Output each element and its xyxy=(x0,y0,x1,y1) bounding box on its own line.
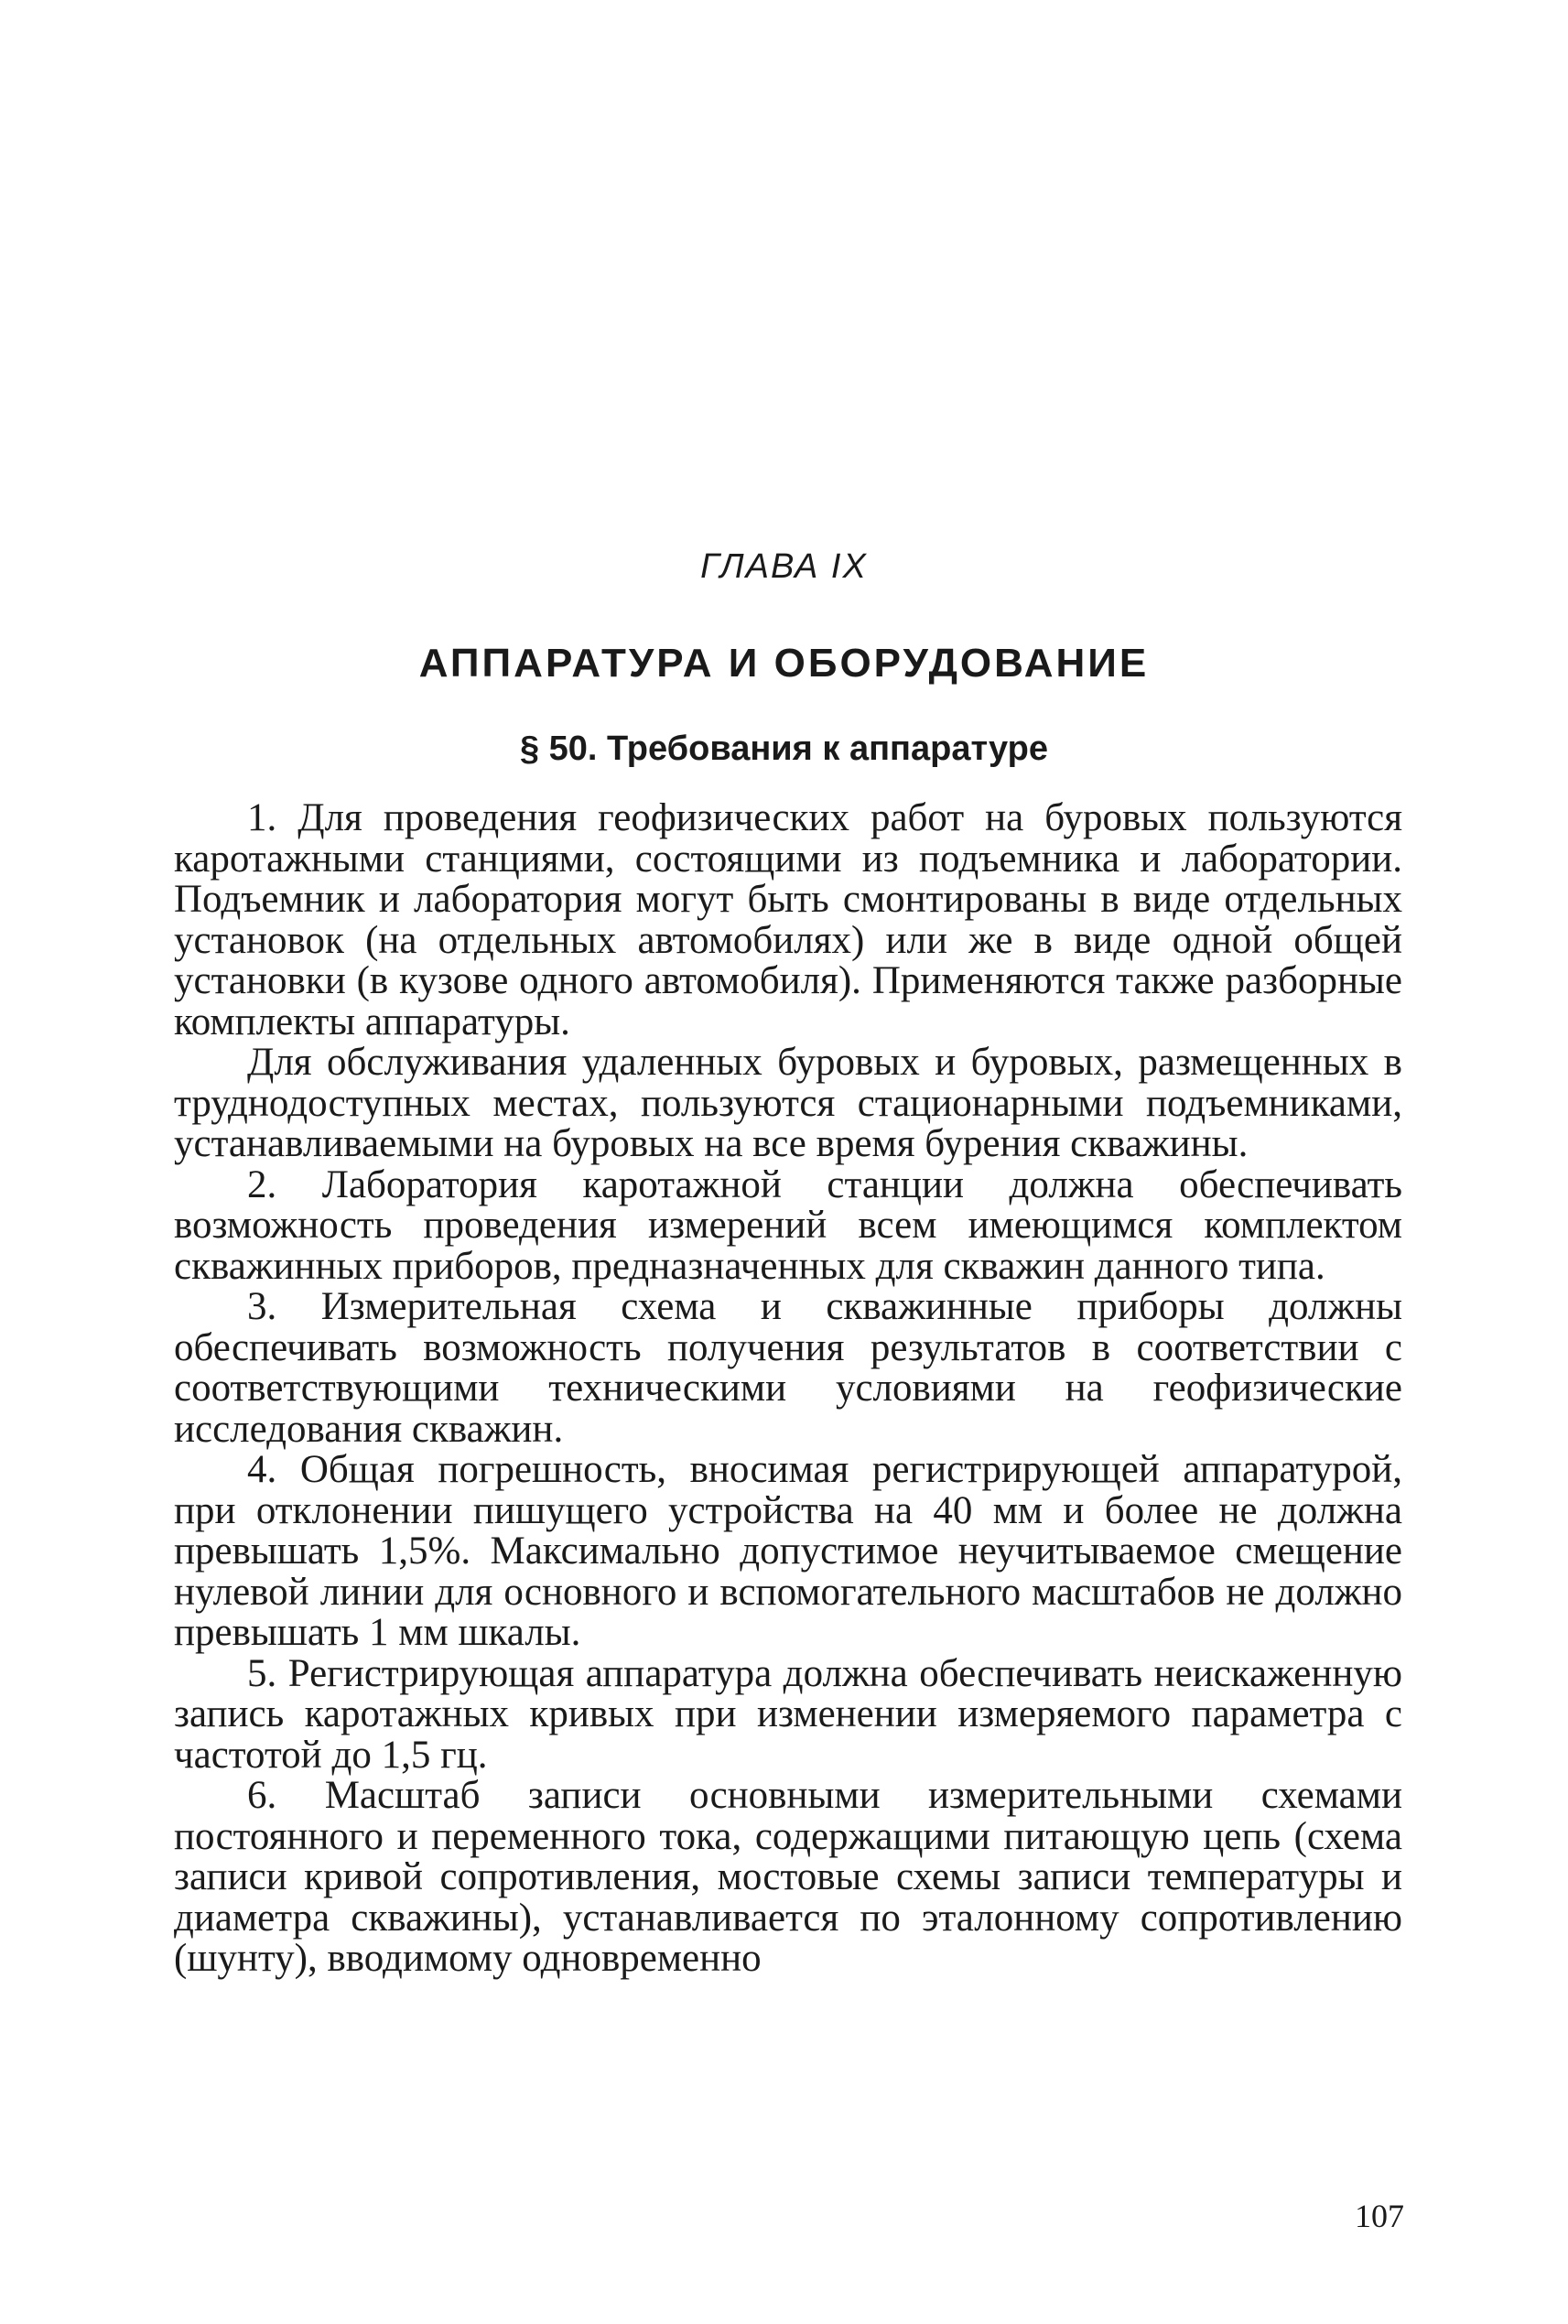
page-number: 107 xyxy=(1355,2198,1404,2234)
paragraph-4: 3. Измерительная схема и скважинные приборы должны обеспечивать возможность получения результатов в соответствии с соответствующими техническими условиями на геофизические исследования скважин. xyxy=(174,1285,1402,1451)
chapter-label: ГЛАВА IX xyxy=(700,547,868,586)
paragraph-2: Для обслуживания удаленных буровых и буровых, размещенных в труднодоступных местах, пользуются стационарными подъемниками, устанавливаемыми на буровых на все время бурения скважины. xyxy=(174,1041,1402,1165)
section-title: § 50. Требования к аппаратуре xyxy=(519,730,1049,768)
paragraph-3: 2. Лаборатория каротажной станции должна обеспечивать возможность проведения измерений всем имеющимся комплектом скважинных приборов, предназначенных для скважин данного типа. xyxy=(174,1162,1402,1288)
body-text xyxy=(174,798,1402,1980)
chapter-title: АППАРАТУРА И ОБОРУДОВАНИЕ xyxy=(418,641,1150,686)
paragraph-5: 4. Общая погрешность, вносимая регистрирующей аппаратурой, при отклонении пишущего устройства на 40 мм и более не должна превышать 1,5%. Максимально допустимое неучитываемое смещение нулевой линии для основного и вспомогательного масштабов не должно превышать 1 мм шкалы. xyxy=(174,1448,1402,1654)
paragraph-1: 1. Для проведения геофизических работ на буровых пользуются каротажными станциями, состоящими из подъемника и лаборатории. Подъемник и лаборатория могут быть смонтированы в виде отдельных установок (на отдельных автомобилях) или же в виде одной общей установки (в кузове одного автомобиля). Применяются также разборные комплекты аппаратуры. xyxy=(174,796,1402,1043)
paragraph-7: 6. Масштаб записи основными измерительными схемами постоянного и переменного тока, содержащими питающую цепь (схема записи кривой сопротивления, мостовые схемы записи температуры и диаметра скважины), устанавливается по эталонному сопротивлению (шунту), вводимому одновременно xyxy=(174,1774,1402,1980)
paragraph-6: 5. Регистрирующая аппаратура должна обеспечивать неискаженную запись каротажных кривых при изменении измеряемого параметра с частотой до 1,5 гц. xyxy=(174,1651,1402,1777)
